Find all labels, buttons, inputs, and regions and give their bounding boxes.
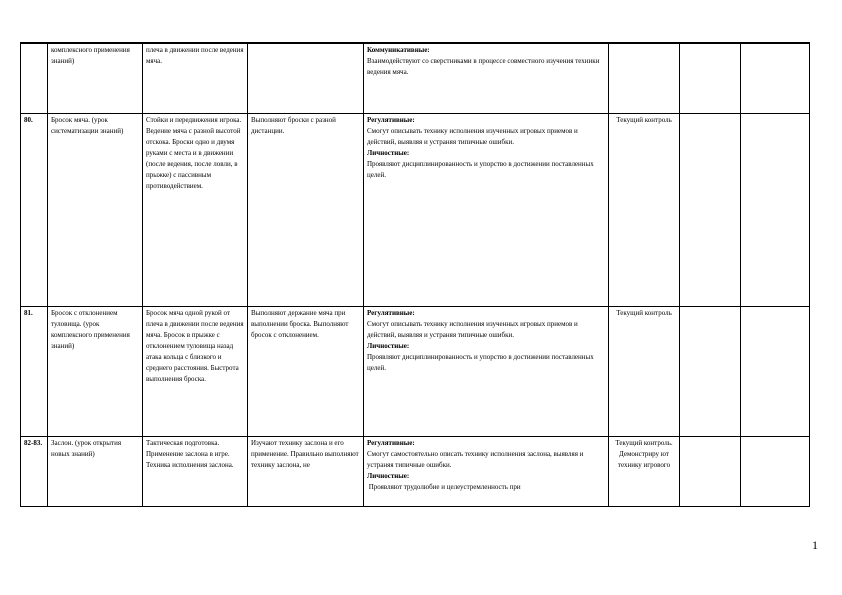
outcome-heading: Личностные: — [367, 148, 410, 157]
lesson-content-cell: Стойки и передвижения игрока. Ведение мяча с разной высотой отскока. Броски одно и двумя руками с места и в движении (после ведения, после ловли, в прыжке) с пассивным противодействием. — [143, 113, 248, 306]
control-type-cell: Текущий контроль. Демонстриру ют технику игрового — [609, 436, 680, 506]
table-row — [21, 43, 810, 113]
student-activities-cell: Выполняют броски с разной дистанции. — [248, 113, 364, 306]
lesson-topic-cell: Заслон. (урок открытия новых знаний) — [48, 436, 143, 506]
lesson-number-cell: 82-83. — [21, 436, 48, 506]
outcome-text: Проявляют дисциплинированность и упорство в достижении поставленных целей. — [367, 159, 596, 179]
outcome-text: Проявляют трудолюбие и целеустремленность при — [367, 482, 521, 491]
lesson-number-cell — [21, 43, 48, 113]
learning-outcomes-cell — [364, 306, 609, 436]
date-fact-cell — [741, 113, 810, 306]
control-type-cell: Текущий контроль — [609, 113, 680, 306]
outcome-text: Смогут описывать технику исполнения изученных игровых приемов и действий, выявляя и устраняя типичные ошибки. — [367, 126, 580, 146]
student-activities-cell — [248, 43, 364, 113]
outcome-heading: Личностные: — [367, 341, 410, 350]
lesson-plan-table — [20, 42, 810, 507]
control-type-cell — [609, 43, 680, 113]
lesson-topic-cell: комплексного применения знаний) — [48, 43, 143, 113]
lesson-content-cell: Бросок мяча одной рукой от плеча в движении после ведения мяча. Бросок в прыжке с отклонением туловища назад атака кольца с близкого и среднего расстояния. Быстрота выполнения броска. — [143, 306, 248, 436]
table-row — [21, 113, 810, 306]
outcome-heading: Личностные: — [367, 471, 410, 480]
outcome-heading: Регулятивные: — [367, 308, 415, 317]
outcome-text: Смогут описывать технику исполнения изученных игровых приемов и действий, выявляя и устраняя типичные ошибки. — [367, 319, 580, 339]
student-activities-cell: Выполняют держание мяча при выполнении броска. Выполняют бросок с отклонением. — [248, 306, 364, 436]
lesson-number-cell: 80. — [21, 113, 48, 306]
date-fact-cell — [741, 43, 810, 113]
date-plan-cell — [680, 43, 741, 113]
lesson-number-cell: 81. — [21, 306, 48, 436]
outcome-text: Взаимодействуют со сверстниками в процессе совместного изучения техники ведения мяча. — [367, 57, 602, 76]
outcome-heading: Регулятивные: — [367, 115, 415, 124]
outcome-heading: Регулятивные: — [367, 438, 415, 447]
date-plan-cell — [680, 436, 741, 506]
date-plan-cell — [680, 306, 741, 436]
student-activities-cell: Изучают технику заслона и его применение. Правильно выполняют технику заслона, не — [248, 436, 364, 506]
table-row — [21, 436, 810, 506]
control-type-cell: Текущий контроль — [609, 306, 680, 436]
page-number: 1 — [812, 538, 818, 552]
table-row — [21, 306, 810, 436]
lesson-content-cell: плеча в движении после ведения мяча. — [143, 43, 248, 113]
lesson-topic-cell: Бросок с отклонением туловища. (урок комплексного применения знаний) — [48, 306, 143, 436]
date-fact-cell — [741, 306, 810, 436]
outcome-heading: Коммуникативные: — [367, 46, 430, 54]
date-fact-cell — [741, 436, 810, 506]
lesson-topic-cell: Бросок мяча. (урок систематизации знаний) — [48, 113, 143, 306]
lesson-content-cell: Тактическая подготовка. Применение заслона в игре. Техника исполнения заслона. — [143, 436, 248, 506]
learning-outcomes-cell — [364, 43, 609, 113]
outcome-text: Проявляют дисциплинированность и упорство в достижении поставленных целей. — [367, 352, 596, 372]
learning-outcomes-cell — [364, 436, 609, 506]
outcome-text: Смогут самостоятельно описать технику исполнения заслона, выявляя и устраняя типичные ошибки. — [367, 449, 586, 469]
date-plan-cell — [680, 113, 741, 306]
learning-outcomes-cell — [364, 113, 609, 306]
